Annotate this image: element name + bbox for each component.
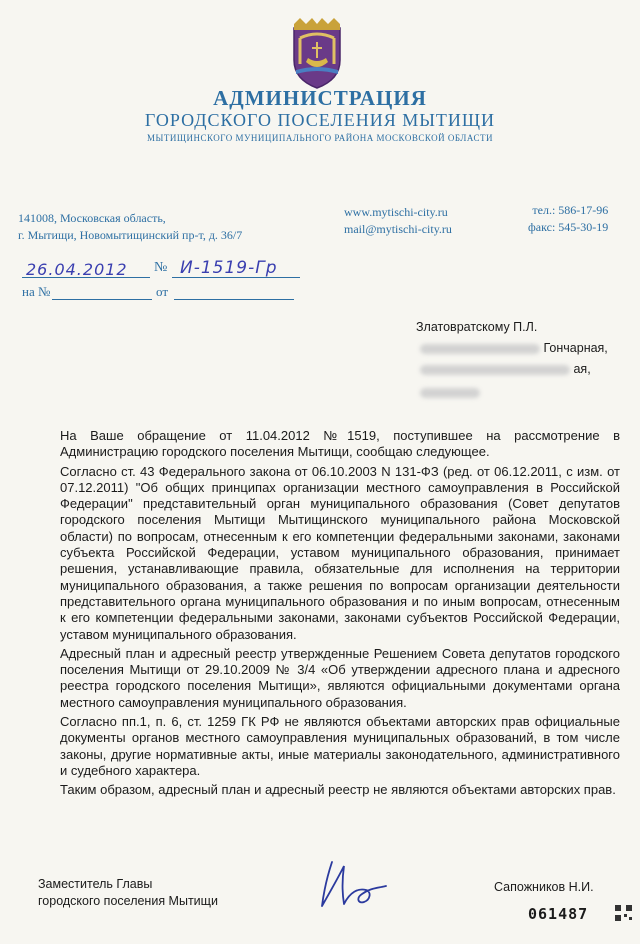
body-paragraph-3: Адресный план и адресный реестр утвержденные Решением Совета депутатов городского поселения Мытищи от 29.10.2009 № 3/4 «Об утверждении адресного плана и адресного реестра городского поселения Мытищи», являются официальными документами органа местного самоуправления муниципального образования.: [60, 645, 620, 710]
letterhead-subtitle: ГОРОДСКОГО ПОСЕЛЕНИЯ МЫТИЩИ: [144, 110, 496, 130]
signatory-name: Сапожников Н.И.: [494, 880, 594, 894]
date-underline: [22, 277, 150, 278]
registration-number: И-1519-Гр: [180, 258, 278, 278]
redaction-mark: [420, 388, 480, 398]
addressee-line-2: [420, 341, 608, 355]
position-line-1: Заместитель Главы: [38, 877, 153, 891]
redaction-mark: [420, 365, 570, 375]
registration-block: [22, 256, 302, 302]
coat-of-arms-icon: [290, 18, 344, 90]
tel-number: тел.: 586-17-96: [532, 203, 609, 217]
signatory-position: [38, 876, 218, 910]
paragraph-text: На Ваше обращение от 11.04.2012 №1519, поступившее на рассмотрение в Администрацию городского поселения Мытищи, сообщаю следующее.: [60, 428, 620, 460]
body-paragraph-5: Таким образом, адресный план и адресный реестр не являются объектами авторских прав.: [60, 782, 616, 798]
body-paragraph-2: Согласно ст. 43 Федерального закона от 06.10.2003 N 131-ФЗ (ред. от 06.12.2011, с изм. от 07.12.2011) "Об общих принципах организации местного самоуправления в Российской Федерации" представительный орган муниципального образования (Совет депутатов городского поселения Мытищи Мытищинского муниципального района Московской области) по вопросам, отнесенным к его компетенции федеральными законами, законами субъекта Российской Федерации, уставом муниципального образования, принимает решения, устанавливающие правила, обязательные для исполнения на территории муниципального образования, а также решения по вопросам организации деятельности представительного органа муниципального образования и по иным вопросам, отнесенным к его компетенции федеральными законами, законами субъектов Российской Федерации, уставом муниципального образования.: [60, 463, 620, 642]
address-line-1: 141008, Московская область,: [18, 211, 166, 225]
body-paragraph-4: Согласно пп.1, п. 6, ст. 1259 ГК РФ не являются объектами авторских прав официальные документы органов местного самоуправления муниципальных образований, в том числе законы, другие нормативные акты, иные материалы законодательного, административного и судебного характера.: [60, 714, 620, 778]
number-underline: [172, 277, 300, 278]
addressee-city: ая,: [573, 362, 591, 376]
reply-date-underline: [174, 299, 294, 300]
letterhead-address: [18, 210, 242, 244]
body-paragraph-1: [60, 428, 620, 461]
addressee-line-3: [420, 362, 591, 376]
address-line-2: г. Мытищи, Новомытищинский пр-т, д. 36/7: [18, 228, 243, 242]
redaction-mark: [420, 344, 540, 354]
letter-body: [60, 428, 620, 799]
addressee-line-4: [420, 385, 480, 399]
qr-code-icon: [614, 904, 634, 922]
document-serial-number: 061487: [528, 905, 589, 923]
registration-date: 26.04.2012: [26, 260, 128, 279]
addressee-line-1: Златовратскому П.Л.: [416, 320, 538, 334]
email-link[interactable]: mail@mytischi-city.ru: [344, 222, 452, 236]
letterhead-title: АДМИНИСТРАЦИЯ: [213, 86, 427, 110]
reply-date-label: от: [156, 284, 169, 299]
reply-to-number-label: на №: [22, 284, 51, 299]
letterhead-subtitle-2: МЫТИЩИНСКОГО МУНИЦИПАЛЬНОГО РАЙОНА МОСКОВСКОЙ ОБЛАСТИ: [147, 133, 493, 143]
letterhead-web: [344, 204, 452, 238]
handwritten-signature: [312, 852, 392, 912]
reply-number-underline: [52, 299, 152, 300]
letterhead-phones: [528, 202, 608, 236]
position-line-2: городского поселения Мытищи: [38, 894, 218, 908]
fax-number: факс: 545-30-19: [528, 220, 609, 234]
registration-number-label: №: [154, 260, 168, 275]
addressee-street: Гончарная,: [543, 341, 608, 355]
website-link[interactable]: www.mytischi-city.ru: [344, 205, 448, 219]
